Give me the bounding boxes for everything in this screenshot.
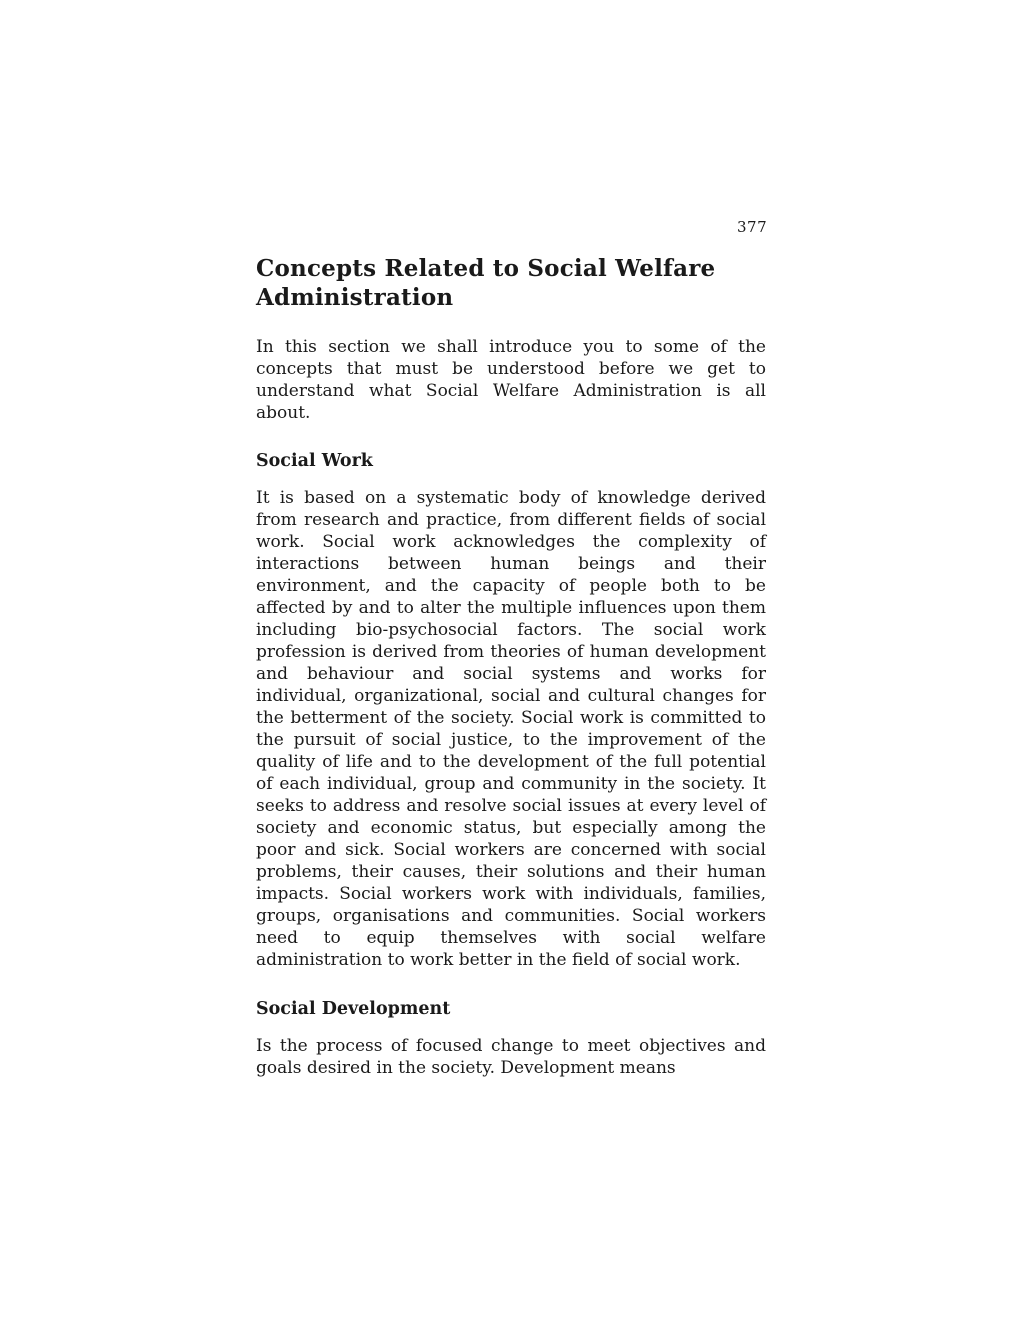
section-title: Concepts Related to Social Welfare Administration <box>256 255 716 311</box>
page-number: 377 <box>737 218 768 236</box>
heading-social-work: Social Work <box>256 451 373 471</box>
intro-paragraph: In this section we shall introduce you to some of the concepts that must be understood before we get to understand what Social Welfare Administration is all about. <box>256 337 766 423</box>
social-development-paragraph: Is the process of focused change to meet objectives and goals desired in the society. Development means <box>256 1036 766 1078</box>
heading-social-development: Social Development <box>256 999 451 1019</box>
page-content <box>256 254 766 1079</box>
social-work-paragraph: It is based on a systematic body of knowledge derived from research and practice, from different fields of social work. Social work acknowledges the complexity of interactions between human beings and their environment, and the capacity of people both to be affected by and to alter the multiple influences upon them including bio-psychosocial factors. The social work profession is derived from theories of human development and behaviour and social systems and works for individual, organizational, social and cultural changes for the betterment of the society. Social work is committed to the pursuit of social justice, to the improvement of the quality of life and to the development of the full potential of each individual, group and community in the society. It seeks to address and resolve social issues at every level of society and economic status, but especially among the poor and sick. Social workers are concerned with social problems, their causes, their solutions and their human impacts. Social workers work with individuals, families, groups, organisations and communities. Social workers need to equip themselves with social welfare administration to work better in the field of social work. <box>256 488 766 970</box>
